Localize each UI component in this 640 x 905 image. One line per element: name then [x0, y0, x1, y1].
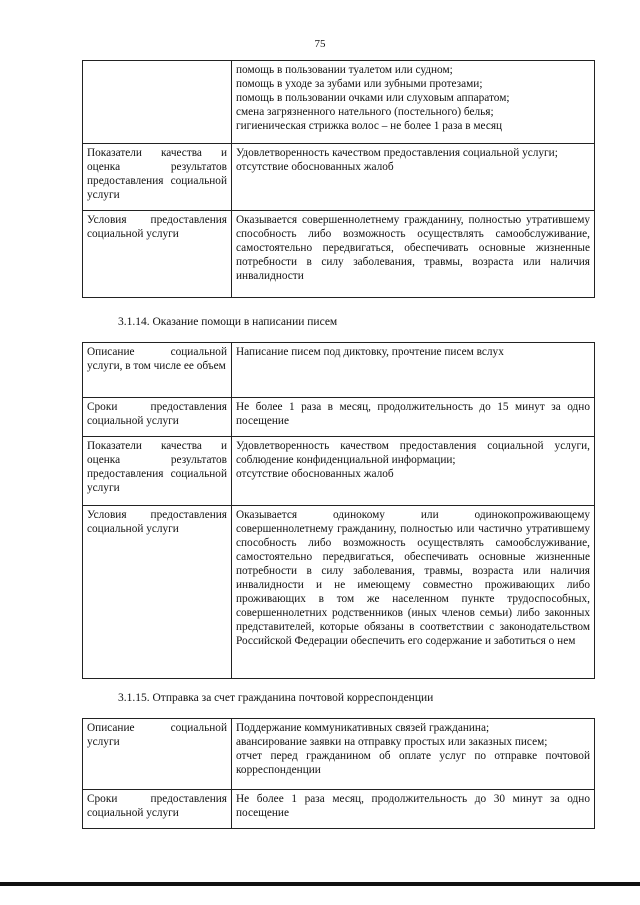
row-value [232, 437, 595, 506]
table-row [83, 144, 595, 211]
services-table-3-1-15 [82, 718, 595, 829]
row-label: Сроки предоставления социальной услуги [83, 790, 232, 829]
value-line: Поддержание коммуникативных связей гражданина; [236, 722, 490, 734]
row-value [232, 719, 595, 790]
row-value [232, 61, 595, 144]
bottom-rule [0, 882, 640, 886]
services-table-3-1-14 [82, 342, 595, 679]
row-value: Не более 1 раза месяц, продолжительность до 30 минут за одно посещение [232, 790, 595, 829]
value-line: Удовлетворенность качеством предоставления социальной услуги; [236, 147, 558, 159]
row-label: Показатели качества и оценка результатов предоставления социальной услуги [83, 144, 232, 211]
value-line: авансирование заявки на отправку простых или заказных писем; [236, 736, 548, 748]
services-table-continuation [82, 60, 595, 298]
table-row [83, 211, 595, 298]
row-value: Не более 1 раза в месяц, продолжительность до 15 минут за одно посещение [232, 398, 595, 437]
table-row [83, 506, 595, 679]
section-heading: 3.1.15. Отправка за счет гражданина почтовой корреспонденции [118, 692, 434, 704]
value-line: Удовлетворенность качеством предоставления социальной услуги, соблюдение конфиденциальной информации; [236, 440, 590, 466]
row-value: Написание писем под диктовку, прочтение писем вслух [232, 343, 595, 398]
value-line: отчет перед гражданином об оплате услуг по отправке почтовой корреспонденции [236, 750, 590, 776]
row-label: Сроки предоставления социальной услуги [83, 398, 232, 437]
table-row [83, 61, 595, 144]
value-line: помощь в пользовании туалетом или судном; [236, 64, 453, 76]
value-line: помощь в пользовании очками или слуховым аппаратом; [236, 92, 510, 104]
row-label: Условия предоставления социальной услуги [83, 211, 232, 298]
table-row [83, 437, 595, 506]
table-row [83, 790, 595, 829]
value-line: гигиеническая стрижка волос – не более 1 раза в месяц [236, 120, 503, 132]
row-label: Описание социальной услуги, в том числе ее объем [83, 343, 232, 398]
row-label [83, 61, 232, 144]
value-line: отсутствие обоснованных жалоб [236, 468, 394, 480]
table-row [83, 343, 595, 398]
row-value [232, 144, 595, 211]
page-number: 75 [314, 38, 326, 50]
row-value: Оказывается совершеннолетнему гражданину, полностью утратившему способность либо возможность осуществлять самообслуживание, самостоятельно передвигаться, обеспечивать основные жизненные потребности в силу заболевания, травмы, возраста или наличия инвалидности [232, 211, 595, 298]
table-row [83, 719, 595, 790]
row-label: Показатели качества и оценка результатов предоставления социальной услуги [83, 437, 232, 506]
row-label: Условия предоставления социальной услуги [83, 506, 232, 679]
row-label: Описание социальной услуги [83, 719, 232, 790]
value-line: помощь в уходе за зубами или зубными протезами; [236, 78, 483, 90]
section-heading: 3.1.14. Оказание помощи в написании писем [118, 316, 338, 328]
table-row [83, 398, 595, 437]
value-line: смена загрязненного нательного (постельного) белья; [236, 106, 494, 118]
value-line: отсутствие обоснованных жалоб [236, 161, 394, 173]
row-value: Оказывается одинокому или одинокопроживающему совершеннолетнему гражданину, полностью или частично утратившему способность либо возможность осуществлять самообслуживание, самостоятельно передвигаться, обеспечивать основные жизненные потребности в силу заболевания, травмы, возраста или наличия инвалидности и не имеющему совместно проживающих либо проживающих в том же населенном пункте трудоспособных, совершеннолетних родственников (иных членов семьи) либо законных представителей, которые обязаны в соответствии с законодательством Российской Федерации обеспечить его содержание и заботиться о нем [232, 506, 595, 679]
